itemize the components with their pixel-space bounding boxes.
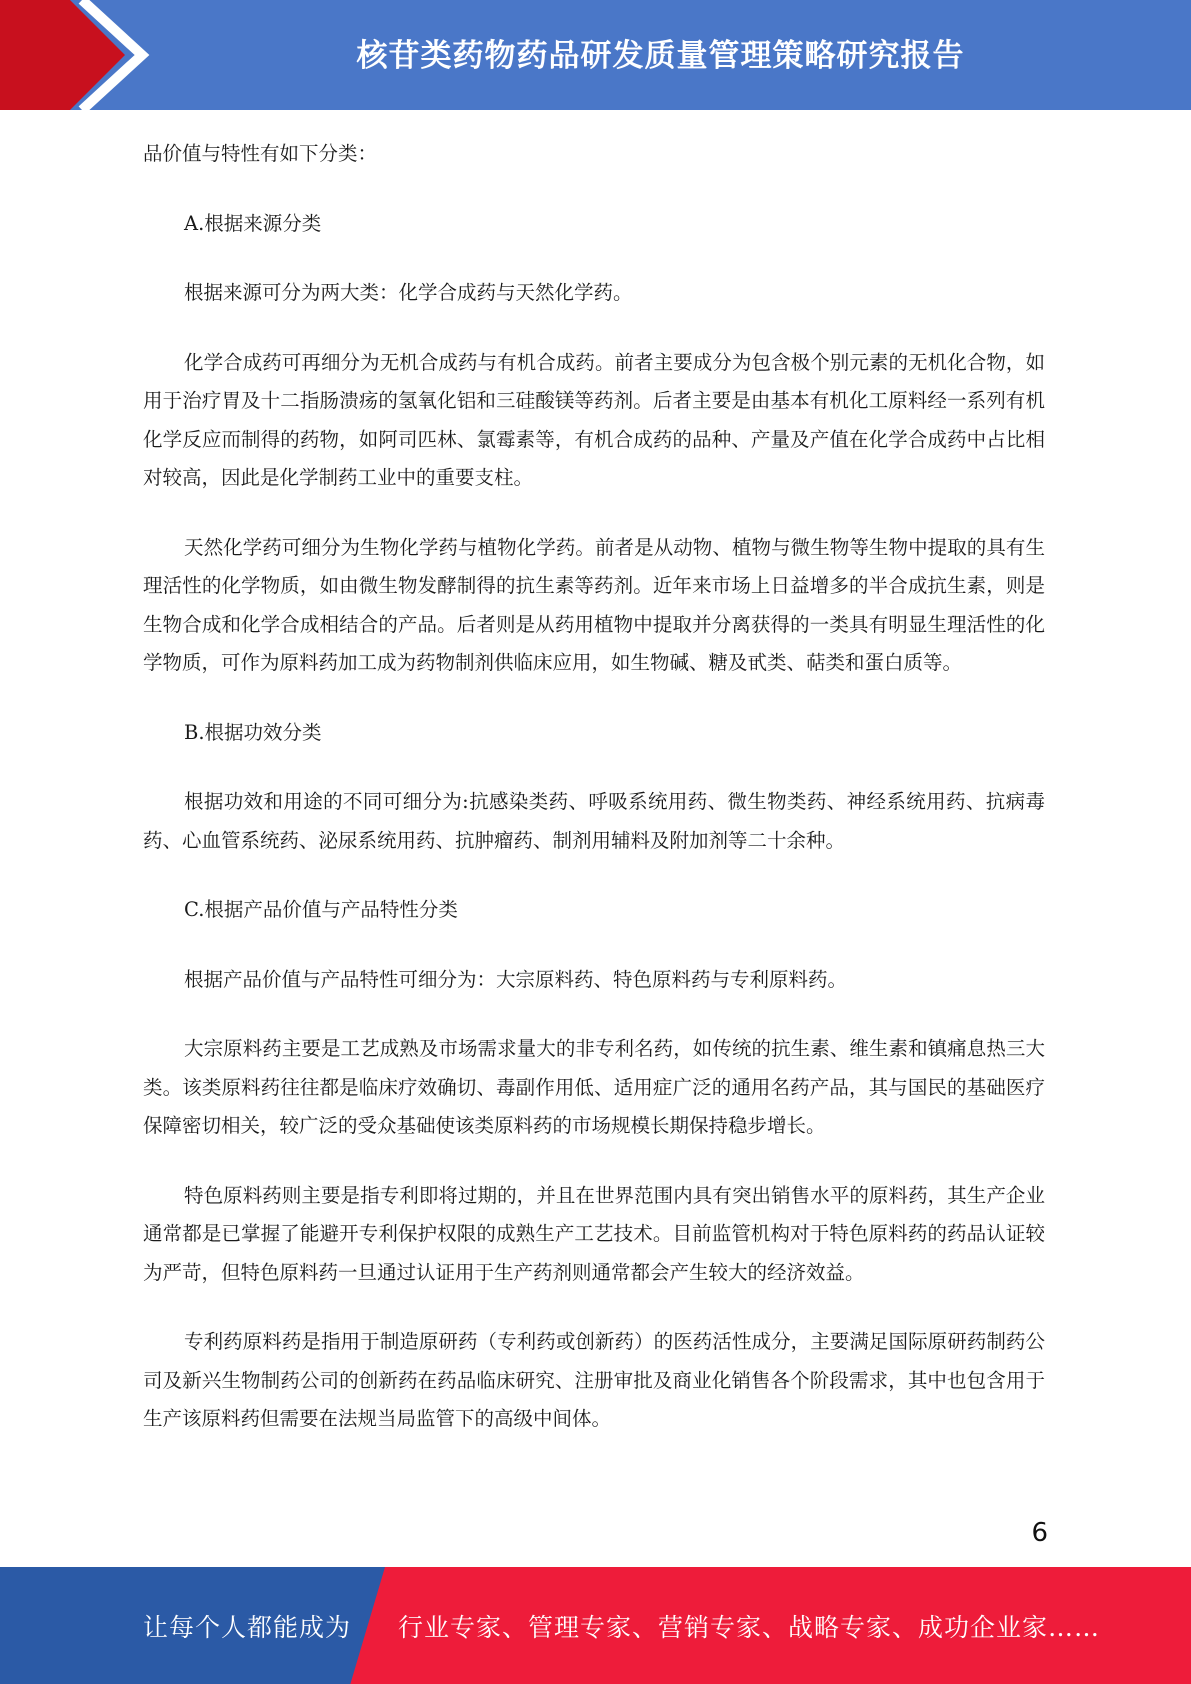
body-paragraph: 根据来源可分为两大类：化学合成药与天然化学药。 — [184, 281, 633, 304]
body-paragraph: 专利药原料药是指用于制造原研药（专利药或创新药）的医药活性成分，主要满足国际原研药制药公司及新兴生物制药公司的创新药在药品临床研究、注册审批及商业化销售各个阶段需求，其中也包含用于生产该原料药但需要在法规当局监管下的高级中间体。 — [143, 1330, 1045, 1430]
body-paragraph: 品价值与特性有如下分类： — [143, 142, 378, 165]
section-heading-a: A.根据来源分类 — [184, 211, 322, 235]
body-paragraph: 化学合成药可再细分为无机合成药与有机合成药。前者主要成分为包含极个别元素的无机化合物，如用于治疗胃及十二指肠溃疡的氢氧化铝和三硅酸镁等药剂。后者主要是由基本有机化工原料经一系列有机化学反应而制得的药物，如阿司匹林、氯霉素等，有机合成药的品种、产量及产值在化学合成药中占比相对较高，因此是化学制药工业中的重要支柱。 — [143, 350, 1045, 489]
section-heading-c: C.根据产品价值与产品特性分类 — [184, 898, 458, 921]
section-heading-b: B.根据功效分类 — [184, 720, 322, 744]
body-paragraph: 大宗原料药主要是工艺成熟及市场需求量大的非专利名药，如传统的抗生素、维生素和镇痛息热三大类。该类原料药往往都是临床疗效确切、毒副作用低、适用症广泛的通用名药产品，其与国民的基础医疗保障密切相关，较广泛的受众基础使该类原料药的市场规模长期保持稳步增长。 — [143, 1037, 1045, 1137]
page-number: 6 — [1031, 1518, 1048, 1548]
body-paragraph: 特色原料药则主要是指专利即将过期的，并且在世界范围内具有突出销售水平的原料药，其生产企业通常都是已掌握了能避开专利保护权限的成熟生产工艺技术。目前监管机构对于特色原料药的药品认证较为严苛，但特色原料药一旦通过认证用于生产药剂则通常都会产生较大的经济效益。 — [143, 1183, 1045, 1284]
body-paragraph: 根据产品价值与产品特性可细分为：大宗原料药、特色原料药与专利原料药。 — [184, 967, 848, 991]
document-body — [143, 135, 1045, 1470]
report-header — [0, 0, 1191, 110]
footer-slogan-right: 行业专家、管理专家、营销专家、战略专家、成功企业家…… — [398, 1612, 1101, 1642]
report-title: 核苷类药物药品研发质量管理策略研究报告 — [356, 37, 965, 74]
chevron-arrow-icon — [0, 0, 150, 110]
body-paragraph: 根据功效和用途的不同可细分为:抗感染类药、呼吸系统用药、微生物类药、神经系统用药、抗病毒药、心血管系统药、泌尿系统用药、抗肿瘤药、制剂用辅料及附加剂等二十余种。 — [143, 790, 1045, 852]
body-paragraph: 天然化学药可细分为生物化学药与植物化学药。前者是从动物、植物与微生物等生物中提取的具有生理活性的化学物质，如由微生物发酵制得的抗生素等药剂。近年来市场上日益增多的半合成抗生素，则是生物合成和化学合成相结合的产品。后者则是从药用植物中提取并分离获得的一类具有明显生理活性的化学物质，可作为原料药加工成为药物制剂供临床应用，如生物碱、糖及甙类、萜类和蛋白质等。 — [143, 535, 1045, 674]
report-footer — [0, 1567, 1191, 1684]
footer-slogan-left: 让每个人都能成为 — [143, 1612, 352, 1642]
